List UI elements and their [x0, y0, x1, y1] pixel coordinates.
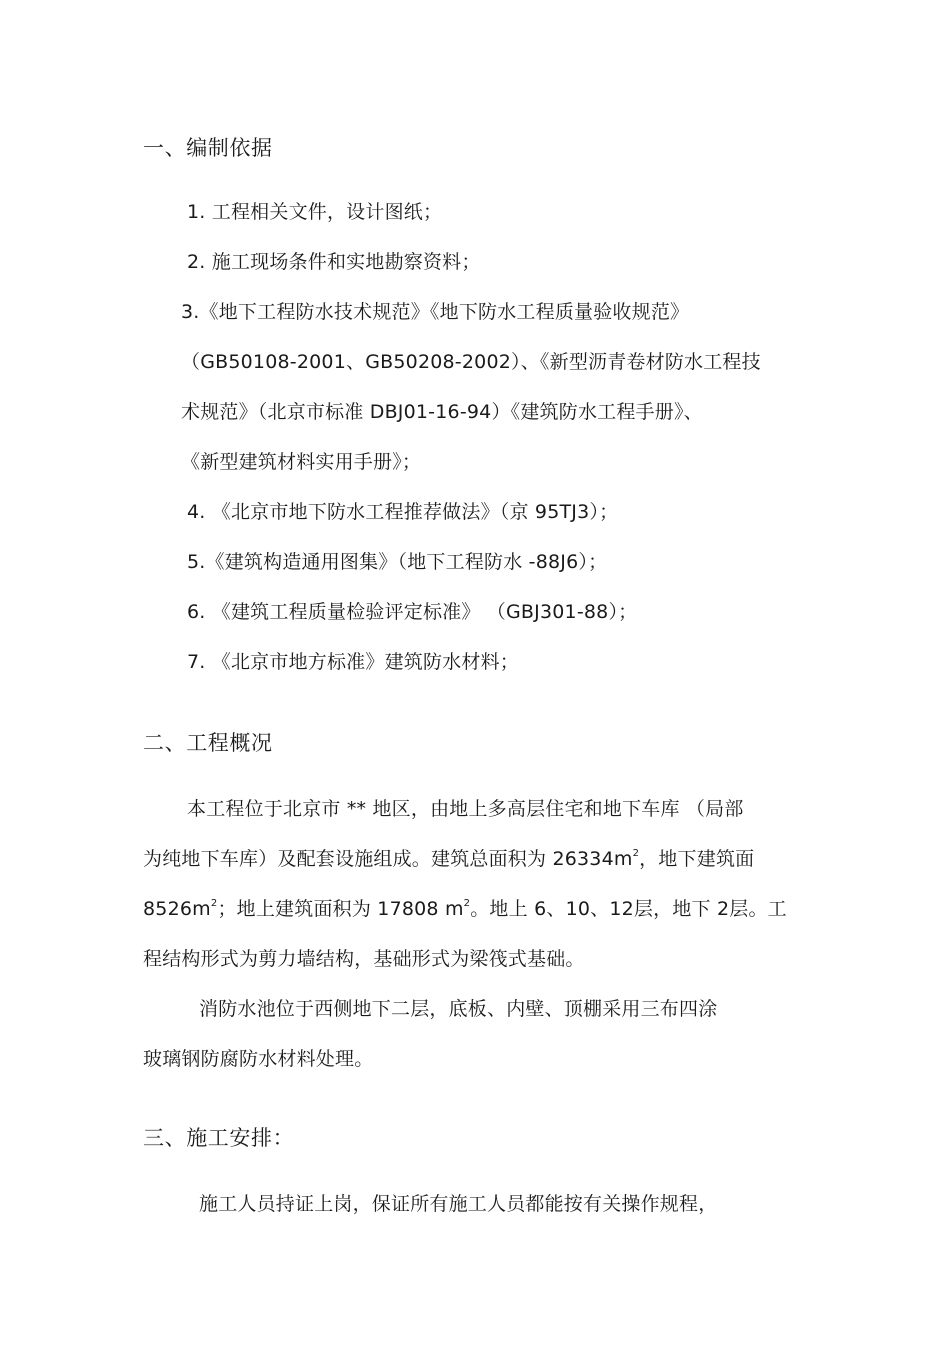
overview-line-2-text: 为纯地下车库）及配套设施组成。建筑总面积为 26334m — [143, 848, 633, 870]
basis-item-4: 4. 《北京市地下防水工程推荐做法》（京 95TJ3）； — [187, 501, 619, 523]
basis-item-3-line-3: 术规范》（北京市标准 DBJ01-16-94）《建筑防水工程手册》、 — [181, 401, 703, 423]
basis-item-3-line-1: 3.《地下工程防水技术规范》《地下防水工程质量验收规范》 — [181, 301, 690, 323]
fire-pool-paragraph-line-2: 玻璃钢防腐防水材料处理。 — [143, 1048, 374, 1070]
superscript-2: 2 — [210, 898, 218, 909]
overview-paragraph-line-4: 程结构形式为剪力墙结构，基础形式为梁筏式基础。 — [143, 948, 585, 970]
section-heading-basis: 一、编制依据 — [143, 136, 273, 160]
superscript-2: 2 — [463, 898, 471, 909]
overview-paragraph-line-3 — [143, 897, 787, 921]
basis-item-6: 6. 《建筑工程质量检验评定标准》 （GBJ301-88）； — [187, 601, 638, 623]
section-heading-arrangement: 三、施工安排： — [143, 1126, 295, 1150]
overview-line-3-part-b: ；地上建筑面积为 17808 m — [217, 898, 464, 920]
overview-paragraph-line-2 — [143, 847, 754, 871]
basis-item-2: 2. 施工现场条件和实地勘察资料； — [187, 251, 481, 273]
section-heading-overview: 二、工程概况 — [143, 731, 273, 755]
basis-item-3-line-4: 《新型建筑材料实用手册》； — [181, 451, 422, 473]
overview-paragraph-line-1: 本工程位于北京市 ** 地区，由地上多高层住宅和地下车库 （局部 — [187, 798, 744, 820]
basis-item-1: 1. 工程相关文件，设计图纸； — [187, 201, 443, 223]
overview-line-3-part-c: 。地上 6、10、12层，地下 2层。工 — [470, 898, 787, 920]
basis-item-7: 7. 《北京市地方标准》建筑防水材料； — [187, 651, 519, 673]
basis-item-3-line-2: （GB50108-2001、GB50208-2002）、《新型沥青卷材防水工程技 — [181, 351, 761, 373]
superscript-2: 2 — [632, 848, 640, 859]
overview-line-2-tail: ，地下建筑面 — [639, 848, 755, 870]
arrangement-paragraph-line-1: 施工人员持证上岗，保证所有施工人员都能按有关操作规程， — [199, 1193, 718, 1215]
overview-line-3-part-a: 8526m — [143, 898, 211, 920]
basis-item-5: 5.《建筑构造通用图集》（地下工程防水 -88J6）； — [187, 551, 608, 573]
fire-pool-paragraph-line-1: 消防水池位于西侧地下二层，底板、内壁、顶棚采用三布四涂 — [199, 998, 718, 1020]
